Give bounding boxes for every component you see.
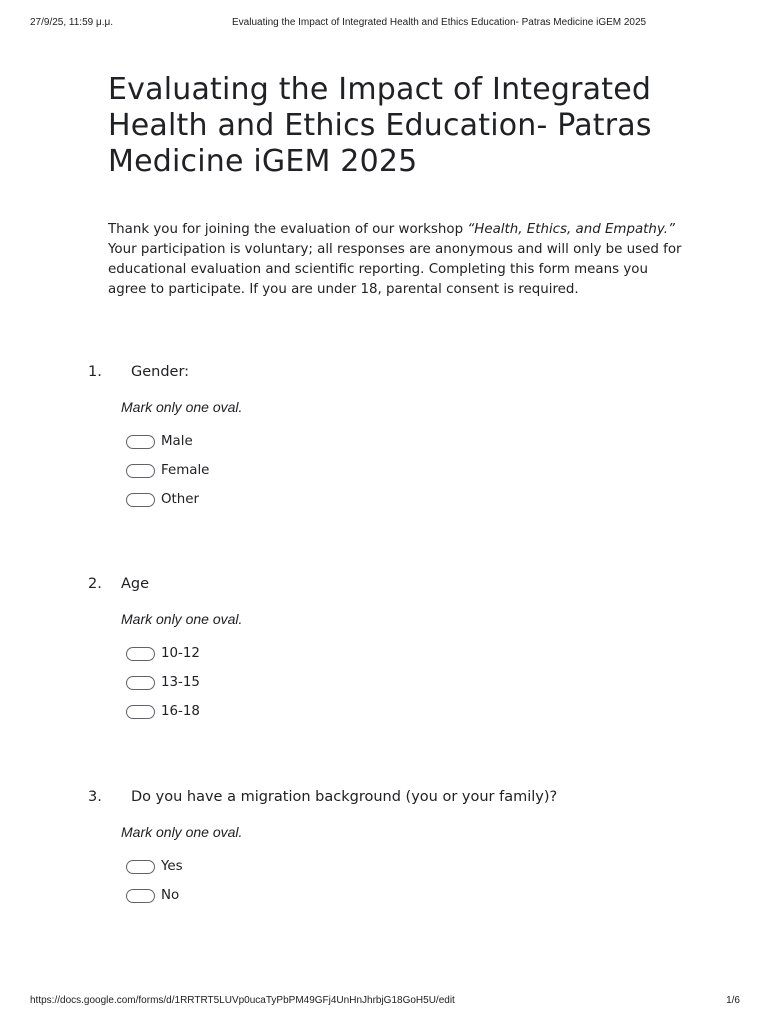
question-title: Do you have a migration background (you or your family)? <box>131 789 558 805</box>
question-hint: Mark only one oval. <box>121 611 243 627</box>
radio-oval[interactable] <box>126 464 155 478</box>
option-label: Male <box>161 434 193 449</box>
option-male[interactable] <box>126 427 209 456</box>
radio-oval[interactable] <box>126 676 155 690</box>
question-number: 2. <box>88 576 102 592</box>
option-label: 10-12 <box>161 646 200 661</box>
radio-oval[interactable] <box>126 860 155 874</box>
print-page-title: Evaluating the Impact of Integrated Health and Ethics Education- Patras Medicine iGEM 2025 <box>232 17 647 28</box>
form-description <box>108 220 688 300</box>
option-list <box>126 427 209 514</box>
option-13-15[interactable] <box>126 668 200 697</box>
option-label: Female <box>161 463 210 478</box>
print-url: https://docs.google.com/forms/d/1RRTRT5LUVp0ucaTyPbPM49GFj4UnHnJhrbjG18GoH5U/edit <box>30 995 455 1006</box>
page-number: 1/6 <box>726 995 740 1006</box>
form-title: Evaluating the Impact of Integrated Health and Ethics Education- Patras Medicine iGEM 2025 <box>108 72 652 179</box>
option-yes[interactable] <box>126 852 183 881</box>
option-list <box>126 852 183 910</box>
radio-oval[interactable] <box>126 493 155 507</box>
question-hint: Mark only one oval. <box>121 824 243 840</box>
description-rest: Your participation is voluntary; all responses are anonymous and will only be used for educational evaluation and scientific reporting. Completing this form means you agree to participate. If you are under 18, parental consent is required. <box>108 242 682 297</box>
option-label: Yes <box>161 859 183 874</box>
print-footer <box>30 995 740 1009</box>
question-number: 3. <box>88 789 102 805</box>
option-10-12[interactable] <box>126 639 200 668</box>
option-label: Other <box>161 492 200 507</box>
print-header <box>30 17 740 31</box>
option-female[interactable] <box>126 456 209 485</box>
option-no[interactable] <box>126 881 183 910</box>
print-datetime: 27/9/25, 11:59 μ.μ. <box>30 17 114 28</box>
radio-oval[interactable] <box>126 705 155 719</box>
description-intro: Thank you for joining the evaluation of our workshop <box>108 222 468 237</box>
question-number: 1. <box>88 364 102 380</box>
workshop-name: “Health, Ethics, and Empathy.” <box>467 222 675 237</box>
question-title: Gender: <box>131 364 190 380</box>
option-label: 13-15 <box>161 675 200 690</box>
option-label: 16-18 <box>161 704 200 719</box>
option-other[interactable] <box>126 485 209 514</box>
option-label: No <box>161 888 180 903</box>
option-list <box>126 639 200 726</box>
radio-oval[interactable] <box>126 889 155 903</box>
question-hint: Mark only one oval. <box>121 399 243 415</box>
radio-oval[interactable] <box>126 435 155 449</box>
question-title: Age <box>121 576 150 592</box>
radio-oval[interactable] <box>126 647 155 661</box>
option-16-18[interactable] <box>126 697 200 726</box>
